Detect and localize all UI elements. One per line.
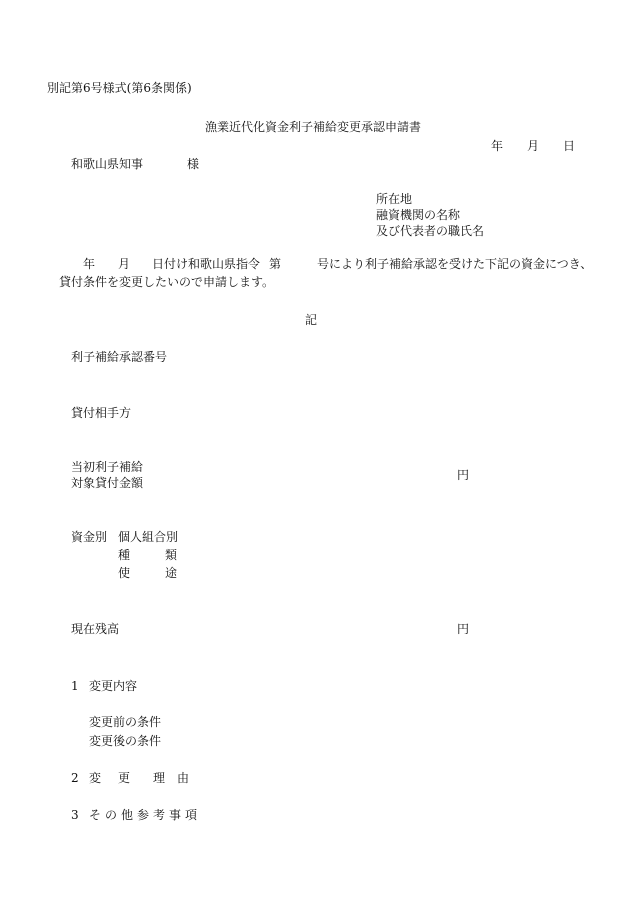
section-2-number: 2 — [71, 771, 79, 785]
before-conditions-label: 変更前の条件 — [89, 715, 162, 729]
section-1-label: 変更内容 — [89, 679, 138, 693]
applicant-representative: 及び代表者の職氏名 — [376, 224, 485, 238]
body-date-part: 日付け和歌山県指令 — [152, 257, 261, 271]
section-3-number: 3 — [71, 808, 79, 822]
after-conditions-label: 変更後の条件 — [89, 734, 162, 748]
date-day: 日 — [563, 139, 576, 153]
section-3-char-6: 事 — [169, 808, 182, 822]
fund-label: 資金別 — [71, 530, 108, 544]
kind-char-1: 種 — [118, 548, 131, 562]
section-2-char-2: 更 — [118, 771, 131, 785]
body-year: 年 — [83, 257, 96, 271]
applicant-location: 所在地 — [376, 192, 413, 206]
use-char-2: 途 — [165, 566, 178, 580]
applicant-institution: 融資機関の名称 — [376, 208, 461, 222]
initial-amount-yen: 円 — [457, 468, 470, 482]
document-title: 漁業近代化資金利子補給変更承認申請書 — [205, 120, 422, 134]
section-2-char-3: 理 — [153, 771, 166, 785]
initial-amount-label-2: 対象貸付金額 — [71, 476, 144, 490]
use-char-1: 使 — [118, 566, 131, 580]
approval-number-label: 利子補給承認番号 — [71, 350, 168, 364]
body-number-prefix: 第 — [269, 257, 282, 271]
body-month: 月 — [118, 257, 131, 271]
section-1-number: 1 — [71, 679, 79, 693]
section-2-char-4: 由 — [177, 771, 190, 785]
section-3-char-2: の — [105, 808, 118, 822]
body-rest: 号により利子補給承認を受けた下記の資金につき、 — [317, 257, 593, 271]
fund-type-label: 個人組合別 — [118, 530, 179, 544]
borrower-label: 貸付相手方 — [71, 406, 132, 420]
section-3-char-5: 考 — [153, 808, 166, 822]
addressee: 和歌山県知事 — [71, 157, 144, 171]
section-3-char-1: そ — [89, 808, 102, 822]
addressee-honorific: 様 — [187, 157, 200, 171]
date-year: 年 — [491, 139, 504, 153]
form-label: 別記第6号様式(第6条関係) — [47, 81, 192, 95]
section-3-char-4: 参 — [137, 808, 150, 822]
body-line-2: 貸付条件を変更したいので申請します。 — [59, 275, 275, 289]
section-3-char-7: 項 — [185, 808, 198, 822]
balance-label: 現在残高 — [71, 622, 120, 636]
kind-char-2: 類 — [165, 548, 178, 562]
section-2-char-1: 変 — [89, 771, 102, 785]
date-month: 月 — [527, 139, 540, 153]
section-3-char-3: 他 — [121, 808, 134, 822]
balance-yen: 円 — [457, 622, 470, 636]
initial-amount-label-1: 当初利子補給 — [71, 460, 144, 474]
ki-heading: 記 — [305, 313, 318, 327]
